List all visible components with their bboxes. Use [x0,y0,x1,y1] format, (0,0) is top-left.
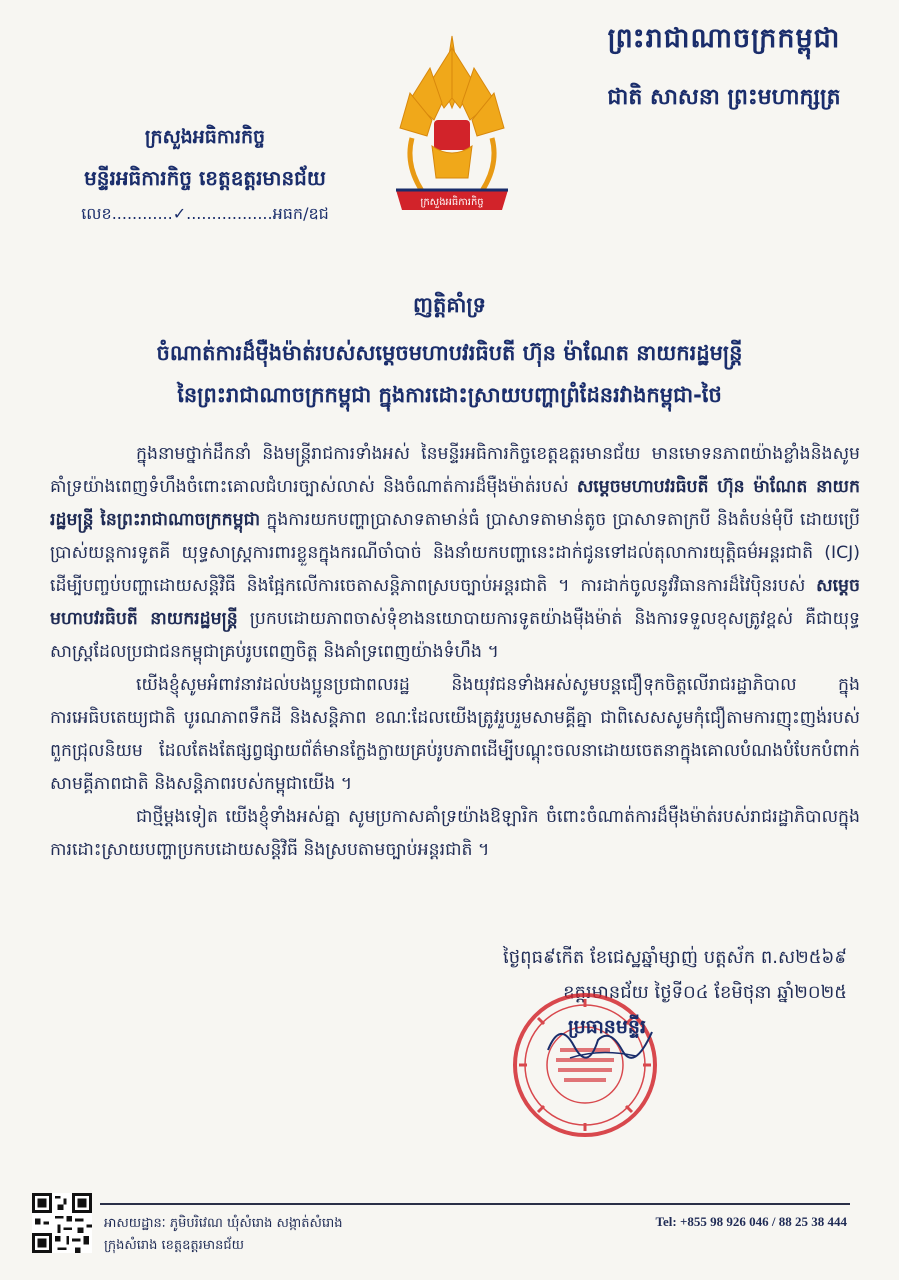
logo-banner-text: ក្រសួងអធិការកិច្ច [420,197,484,208]
qr-code-icon [32,1193,92,1253]
national-motto: ជាតិ សាសនា ព្រះមហាក្សត្រ [607,85,841,110]
paragraph-1-part-c: ក្នុងការយកបញ្ហាប្រាសាទតាមាន់ធំ ប្រាសាទតាមាន់តូច ប្រាសាទតាក្របី និងតំបន់មុំបី ដោយប្រើប្រាស់យន្តការទូតគី យុទ្ធសាស្ត្រការពារខ្លួនក្នុងករណីចាំបាច់ និងនាំយកបញ្ហានេះដាក់ជូនទៅដល់តុលាការយុត្តិធម៌អន្តរជាតិ (ICJ) ដើម្បីបញ្ចប់បញ្ហាដោយសន្តិវិធី និងផ្អែកលើការចេតាសន្តិភាពស្របច្បាប់អន្តរជាតិ ។ ការដាក់ចូលនូវវិធានការដ៏វៃប៉ិនរបស់ [50,510,860,596]
subject-line-2: នៃព្រះរាជាណាចក្រកម្ពុជា ក្នុងការដោះស្រាយបញ្ហាព្រំដែនរវាងកម្ពុជា-ថៃ [177,383,722,407]
address-line-1: អាសយដ្ឋានៈ ភូមិបរិវេណ ឃុំសំរោង សង្កាត់សំរោង [104,1216,343,1231]
reference-prefix: លេខ [81,204,112,223]
ministry-header [60,125,350,227]
solar-date: ឧត្តរមានជ័យ ថ្ងៃទី០៤ ខែមិថុនា ឆ្នាំ២០២៥ [563,982,847,1003]
footer-address [104,1213,343,1257]
paragraph-2: យើងខ្ញុំសូមអំពាវនាវដល់បងប្អូនប្រជាពលរដ្ឋ និងយុវជនទាំងអស់សូមបន្តជឿទុកចិត្តលើរាជរដ្ឋាភិបាល ក្នុងការអេធិបតេយ្យជាតិ បូរណភាពទឹកដី និងសន្តិភាព ខណៈដែលយើងត្រូវរួបរួមសាមគ្គីគ្នា ជាពិសេសសូមកុំជឿតាមការញុះញង់របស់ពួកជ្រុលនិយម ដែលតែងតែផ្សព្វផ្សាយព័ត៌មានក្លែងក្លាយគ្រប់រូបភាពដើម្បីបណ្ដុះចលនាដោយចេតនាក្នុងគោលបំណងបំបែកបំពាក់សាមគ្គីភាពជាតិ និងសន្តិភាពរបស់កម្ពុជាយើង ។ [50,675,860,794]
ministry-name: ក្រសួងអធិការកិច្ច [144,126,266,148]
signer-title: ប្រធានមន្ទីរ [568,1016,647,1038]
department-name: មន្ទីរអធិការកិច្ច ខេត្តឧត្តរមានជ័យ [84,166,326,190]
footer-divider [100,1203,850,1205]
lunar-date: ថ្ងៃពុធ៩កើត ខែជេស្ឋឆ្នាំម្សាញ់ បត្តស័ក ព.ស២៥៦៩ [503,947,847,968]
paragraph-1-part-e: ប្រកបដោយភាពចាស់ទុំខាងនយោបាយការទូតយ៉ាងម៉ឺងម៉ាត់ និងការទទួលខុសត្រូវខ្ពស់ គឺជាយុទ្ធសាស្ត្រដែលប្រជាជនកម្ពុជាគ្រប់រូបពេញចិត្ត និងគាំទ្រពេញយ៉ាងទំហឹង ។ [50,609,860,662]
address-line-2: ក្រុងសំរោង ខេត្តឧត្តរមានជ័យ [104,1238,245,1253]
reference-suffix: អធក/ឧជ [272,204,329,223]
paragraph-1-bold-name: សម្ដេចមហាបវរធិបតី ហ៊ុន ម៉ាណែត នាយករដ្ឋមន្ត្រី នៃព្រះរាជាណាចក្រកម្ពុជា [50,477,860,530]
paragraph-1-part-a: ក្នុងនាមថ្នាក់ដឹកនាំ និងមន្ត្រីរាជការទាំងអស់ នៃមន្ទីរអធិការកិច្ចខេត្តឧត្តរមានជ័យ មានមោទនភាពយ៉ាងខ្លាំងនិងសូមគាំទ្រយ៉ាងពេញទំហឹងចំពោះគោលជំហរច្បាស់លាស់ និងចំណាត់ការដ៏ម៉ឺងម៉ាត់របស់ [50,444,860,497]
paragraph-1 [50,438,860,669]
reference-number [60,203,350,227]
paragraph-3: ជាថ្មីម្ដងទៀត យើងខ្ញុំទាំងអស់គ្នា សូមប្រកាសគាំទ្រយ៉ាងឱឡារិក ចំពោះចំណាត់ការដ៏ម៉ឺងម៉ាត់របស់រាជរដ្ឋាភិបាលក្នុងការដោះស្រាយបញ្ហាប្រកបដោយសន្តិវិធី និងស្របតាមច្បាប់អន្តរជាតិ ។ [50,807,860,860]
reference-dots: ............✓................. [111,204,273,223]
ministry-emblem-logo [382,28,522,218]
kingdom-title: ព្រះរាជាណាចក្រកម្ពុជា [607,23,841,54]
letter-body [50,438,860,867]
handwritten-signature [540,1010,660,1070]
kingdom-header [589,22,859,115]
footer-telephone: Tel: +855 98 926 046 / 88 25 38 444 [655,1214,847,1229]
document-type-title: ញត្តិគាំទ្រ [413,293,486,317]
paragraph-1-bold-title: សម្ដេចមហាបវរធិបតី នាយករដ្ឋមន្ត្រី [50,576,860,629]
subject-line-1: ចំណាត់ការដ៏ម៉ឺងម៉ាត់របស់សម្ដេចមហាបវរធិបតី ហ៊ុន ម៉ាណែត នាយករដ្ឋមន្ត្រី [156,341,743,365]
